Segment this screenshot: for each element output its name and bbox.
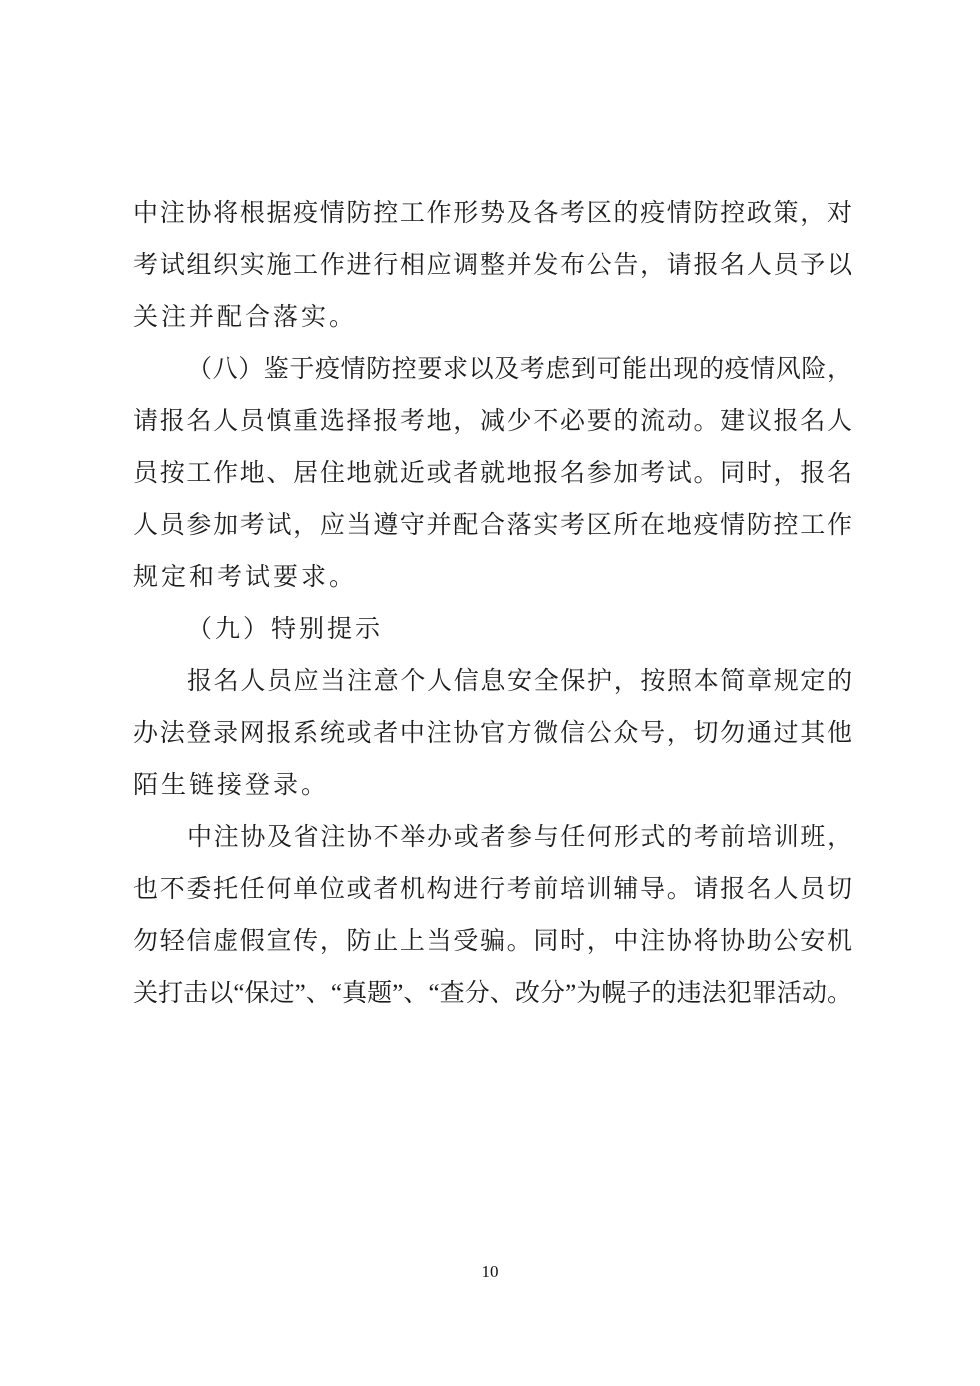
text-line-content: 勿轻信虚假宣传，防止上当受骗。同时，中注协将协助公安机: [133, 928, 854, 955]
text-line: [133, 812, 852, 864]
text-line-content: 陌生链接登录。: [133, 772, 330, 799]
text-line-content: 关注并配合落实。: [133, 304, 358, 331]
text-line: [133, 552, 852, 604]
text-line-content: （八）鉴于疫情防控要求以及考虑到可能出现的疫情风险，: [187, 356, 853, 383]
text-line-content: 考试组织实施工作进行相应调整并发布公告，请报名人员予以: [133, 252, 854, 279]
text-line-content: 关打击以“保过”、“真题”、“查分、改分”为幌子的违法犯罪活动。: [133, 980, 853, 1007]
text-line: [133, 500, 852, 552]
text-line-content: 中注协将根据疫情防控工作形势及各考区的疫情防控政策，对: [133, 200, 854, 227]
text-line: [133, 292, 852, 344]
text-line: [133, 344, 852, 396]
text-line-content: 员按工作地、居住地就近或者就地报名参加考试。同时，报名: [133, 460, 854, 487]
text-line-content: 人员参加考试，应当遵守并配合落实考区所在地疫情防控工作: [133, 512, 854, 539]
text-line: [133, 968, 852, 1020]
text-line: [133, 604, 852, 656]
text-line: [133, 916, 852, 968]
text-line: [133, 448, 852, 500]
text-line-content: 规定和考试要求。: [133, 564, 358, 591]
text-line: [133, 188, 852, 240]
text-line-content: 请报名人员慎重选择报考地，减少不必要的流动。建议报名人: [133, 408, 854, 435]
text-line: [133, 396, 852, 448]
text-line: [133, 240, 852, 292]
text-line: [133, 864, 852, 916]
text-line-content: 报名人员应当注意个人信息安全保护，按照本简章规定的: [187, 668, 854, 695]
text-line: [133, 760, 852, 812]
text-block: [133, 188, 852, 1020]
text-line-content: （九）特别提示: [187, 616, 384, 643]
text-line-content: 中注协及省注协不举办或者参与任何形式的考前培训班，: [187, 824, 854, 851]
text-line-content: 办法登录网报系统或者中注协官方微信公众号，切勿通过其他: [133, 720, 854, 747]
page-number: 10: [481, 1262, 499, 1281]
text-line: [133, 656, 852, 708]
text-line-content: 也不委托任何单位或者机构进行考前培训辅导。请报名人员切: [133, 876, 854, 903]
text-line: [133, 708, 852, 760]
